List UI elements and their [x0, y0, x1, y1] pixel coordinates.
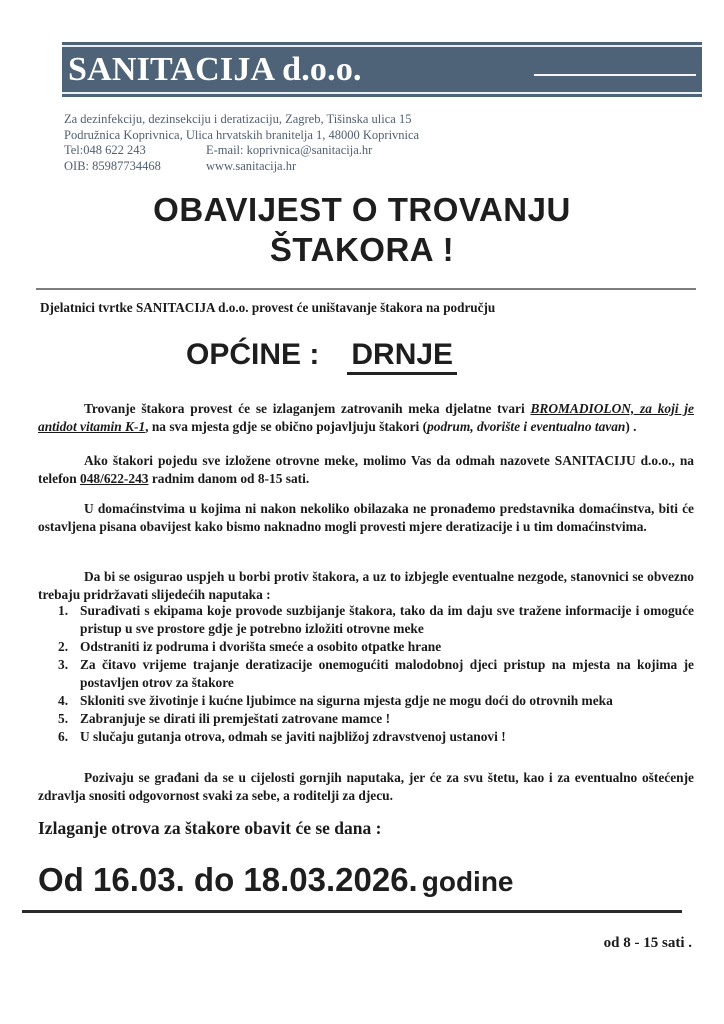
instruction-text: U slučaju gutanja otrova, odmah se javiti najbližoj zdravstvenoj ustanovi !: [80, 729, 506, 744]
date-suffix: godine: [421, 866, 514, 897]
instruction-text: Surađivati s ekipama koje provode suzbijanje štakora, tako da im daju sve tražene informacije i omoguće pristup u sve prostore gdje je potrebno izložiti otrovne meke: [80, 603, 694, 636]
p1-text-a: Trovanje štakora provest će se izlaganjem zatrovanih meka djelatne tvari: [84, 401, 531, 416]
contact-phone-number[interactable]: 048/622-243: [80, 471, 149, 486]
company-banner: [62, 42, 702, 97]
instruction-text: Skloniti sve životinje i kućne ljubimce na sigurna mjesta gdje ne mogu doći do otrovnih meka: [80, 693, 613, 708]
instruction-text: Za čitavo vrijeme trajanje deratizacije onemogućiti malodobnoj djeci pristup na mjesta na kojima je postavljen otrov za štakore: [80, 657, 694, 690]
instruction-list: [38, 602, 694, 746]
paragraph-responsibility: Pozivaju se građani da se u cijelosti gornjih naputaka, jer će za svu štetu, kao i za eventualno oštećenje zdravlja snositi odgovornost svaki za sebe, a roditelji za djecu.: [38, 770, 694, 803]
notice-title-line2: ŠTAKORA !: [269, 231, 455, 268]
contact-row-tel-email: [64, 143, 419, 159]
banner-bottom-line: [62, 92, 702, 94]
instruction-item: [38, 692, 694, 710]
contact-line-services: Za dezinfekciju, dezinsekciju i deratizaciju, Zagreb, Tišinska ulica 15: [64, 112, 412, 126]
paragraph-absent-households: U domaćinstvima u kojima ni nakon nekoliko obilazaka ne pronađemo predstavnika domaćinstva, biti će ostavljena pisana obavijest kako bismo naknadno mogli provesti mjere deratizacije i u tim domaćinstvima.: [38, 501, 694, 534]
instruction-item: [38, 710, 694, 728]
contact-oib: OIB: 85987734468: [64, 158, 161, 173]
instruction-number: 3.: [58, 657, 69, 672]
banner-rule: [534, 74, 696, 76]
contact-row-oib-web: [64, 159, 419, 175]
notice-title-line1: OBAVIJEST O TROVANJU: [153, 191, 571, 228]
municipality-name: DRNJE: [347, 338, 457, 375]
date-range: Od 16.03. do 18.03.2026.: [38, 861, 418, 898]
contact-website[interactable]: www.sanitacija.hr: [206, 158, 297, 173]
intro-text: Djelatnici tvrtke SANITACIJA d.o.o. provest će uništavanje štakora na području: [40, 300, 496, 315]
paragraph-contact-request: [38, 452, 694, 488]
instruction-number: 2.: [58, 639, 69, 654]
contact-phone: Tel:048 622 243: [64, 143, 146, 157]
instruction-text: Zabranjuje se dirati ili premještati zatrovane mamce !: [80, 711, 391, 726]
p1-text-e: ) .: [625, 419, 637, 434]
municipality-heading: [186, 335, 457, 375]
contact-email[interactable]: E-mail: koprivnica@sanitacija.hr: [206, 143, 373, 157]
instruction-item: [38, 602, 694, 638]
typical-locations: podrum, dvorište i eventualno tavan: [427, 419, 626, 434]
paragraph-poisoning-method: [38, 400, 694, 436]
working-hours: od 8 - 15 sati .: [603, 935, 692, 951]
instruction-text: Odstraniti iz podruma i dvorišta smeće a osobito otpatke hrane: [80, 639, 442, 654]
instruction-number: 5.: [58, 711, 69, 726]
schedule-label: Izlaganje otrova za štakore obavit će se dana :: [38, 818, 382, 838]
contact-line-branch: Podružnica Koprivnica, Ulica hrvatskih branitelja 1, 48000 Koprivnica: [64, 127, 420, 142]
company-name: SANITACIJA d.o.o.: [68, 51, 362, 88]
paragraph-instructions-intro: Da bi se osigurao uspjeh u borbi protiv štakora, a uz to izbjegle eventualne nezgode, stanovnici se obvezno trebaju pridržavati slijedećih naputaka :: [38, 569, 694, 602]
divider-bottom: [22, 910, 682, 913]
p1-text-c: , na sva mjesta gdje se obično pojavljuju štakori (: [145, 419, 428, 434]
instruction-number: 6.: [58, 729, 69, 744]
divider-top: [36, 288, 696, 290]
p2-text-a: Ako štakori pojedu sve izložene otrovne meke, molimo Vas da odmah nazovete SANITACIJU d.o.o., na telefon: [38, 453, 694, 486]
p2-text-b: radnim danom od 8-15 sati.: [148, 471, 310, 486]
schedule-dates: [38, 858, 514, 904]
notice-title: [0, 190, 724, 270]
banner-top-line: [62, 45, 702, 47]
active-substance: BROMADIOLON, za koji je antidot vitamin K-1: [38, 401, 694, 434]
instruction-item: [38, 638, 694, 656]
instruction-item: [38, 656, 694, 692]
instruction-number: 4.: [58, 693, 69, 708]
instruction-number: 1.: [58, 603, 69, 618]
instruction-item: [38, 728, 694, 746]
contact-info: [64, 112, 419, 174]
municipality-label: OPĆINE :: [186, 338, 320, 371]
